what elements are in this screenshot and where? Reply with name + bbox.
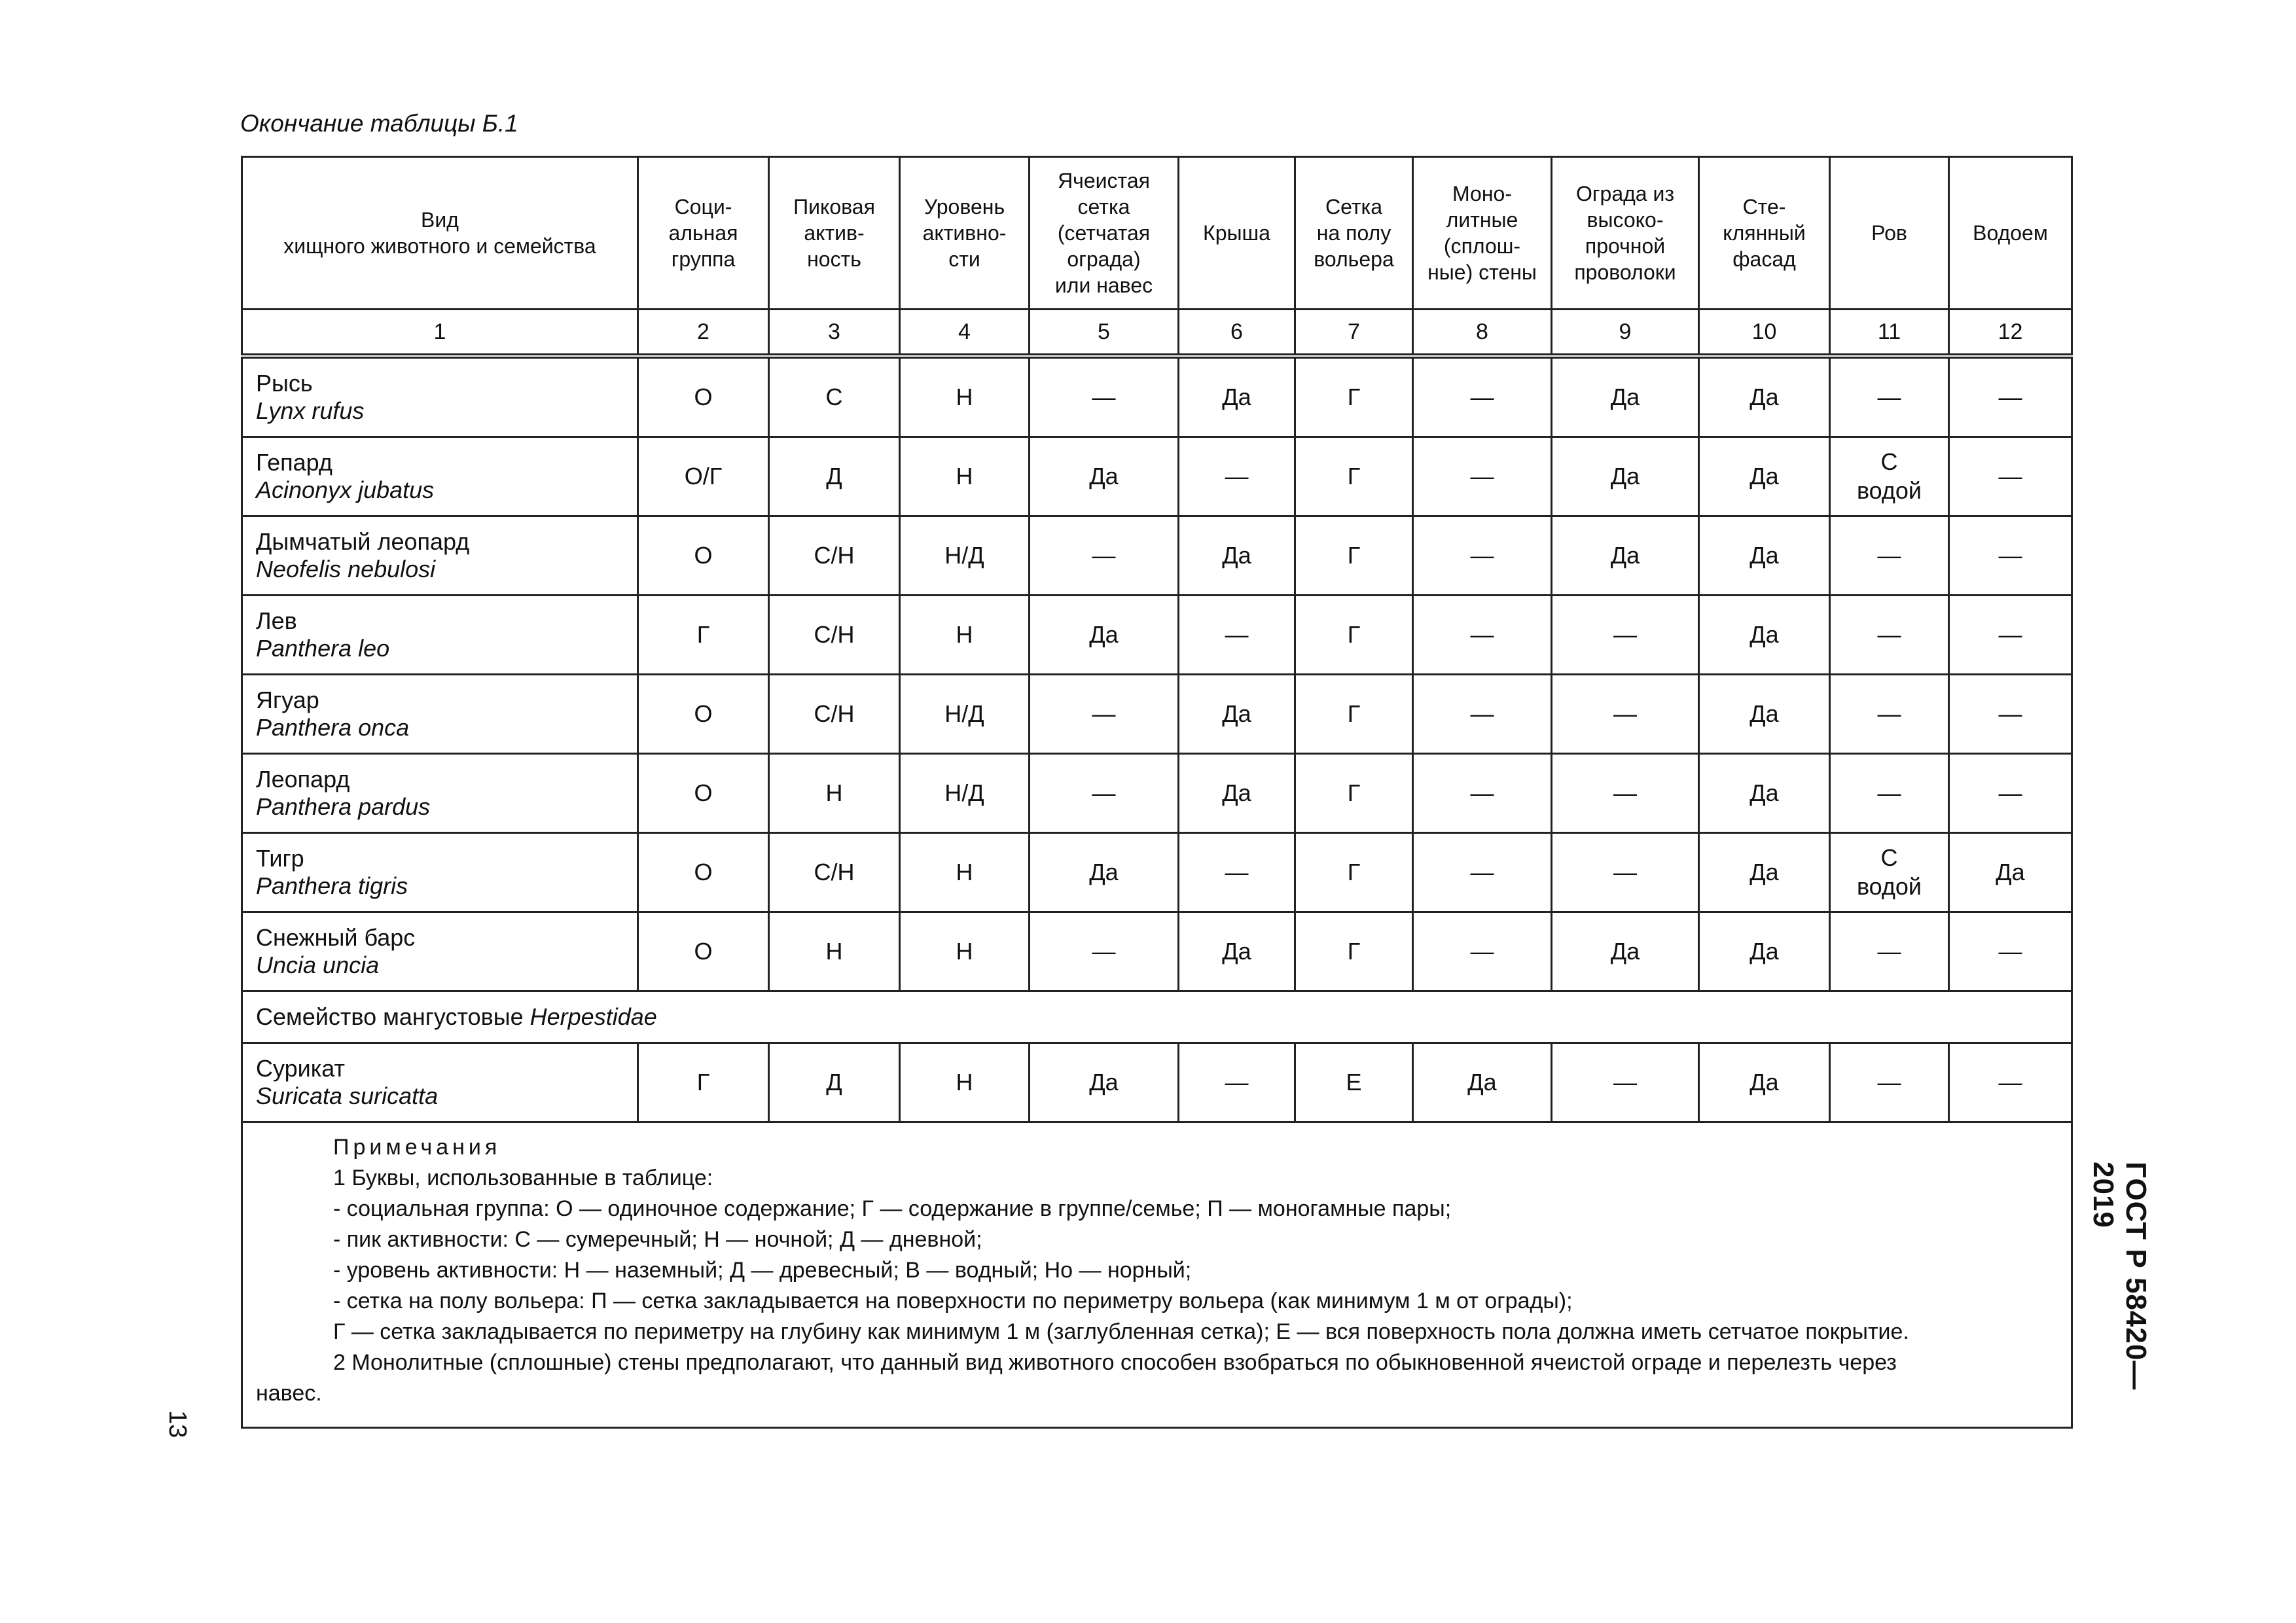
table-cell: Да — [1179, 356, 1295, 437]
column-header — [769, 157, 900, 310]
table-cell: Да — [1552, 912, 1699, 991]
header-line: ные) стены — [1427, 260, 1537, 284]
header-line: фасад — [1732, 247, 1796, 271]
table-cell: — — [1830, 675, 1949, 754]
species-name-cell — [242, 1043, 638, 1122]
table-cell: С/Н — [769, 833, 900, 912]
table-cell: Да — [1949, 833, 2072, 912]
table-cell: — — [1830, 356, 1949, 437]
column-header — [1552, 157, 1699, 310]
notes-row — [242, 1122, 2072, 1428]
table-cell: Да — [1699, 516, 1830, 596]
table-cell: Да — [1699, 912, 1830, 991]
table-cell: — — [1552, 596, 1699, 675]
table-cell: С/Н — [769, 516, 900, 596]
table-cell: — — [1413, 754, 1552, 833]
column-number: 11 — [1830, 310, 1949, 357]
table-cell: — — [1552, 675, 1699, 754]
header-line: Соци- — [674, 195, 732, 219]
table-cell: С/Н — [769, 596, 900, 675]
note-line: Г — сетка закладывается по периметру на глубину как минимум 1 м (заглубленная сетка); Е — вся поверхность пола должна иметь сетчатое покрытие. — [333, 1319, 1909, 1344]
column-number: 3 — [769, 310, 900, 357]
table-cell: Да — [1179, 754, 1295, 833]
table-cell: — — [1179, 437, 1295, 516]
column-number: 7 — [1295, 310, 1413, 357]
header-line: Уровень — [924, 195, 1005, 219]
table-row — [242, 437, 2072, 516]
note-line: - сетка на полу вольера: П — сетка закладывается на поверхности по периметру вольера (как минимум 1 м от ограды); — [333, 1289, 1573, 1313]
header-line: литные — [1446, 208, 1518, 232]
note-line: 1 Буквы, использованные в таблице: — [333, 1166, 713, 1190]
note-line: 2 Монолитные (сплошные) стены предполагают, что данный вид животного способен взобраться по обыкновенной ячеистой ограде и перелезть через — [333, 1350, 1897, 1375]
species-name-cell — [242, 516, 638, 596]
column-number: 2 — [638, 310, 769, 357]
note-line: - социальная группа: О — одиночное содержание; Г — содержание в группе/семье; П — моногамные пары; — [333, 1196, 1452, 1221]
table-cell: — — [1949, 516, 2072, 596]
column-header — [1295, 157, 1413, 310]
species-common-name: Снежный барс — [256, 924, 416, 951]
notes-cell — [242, 1122, 2072, 1428]
header-line: прочной — [1585, 234, 1666, 258]
table-cell: Да — [1552, 356, 1699, 437]
table-cell: — — [1413, 437, 1552, 516]
column-number: 9 — [1552, 310, 1699, 357]
table-cell: Г — [1295, 356, 1413, 437]
species-latin-name: Panthera leo — [256, 635, 390, 662]
table-cell: Г — [638, 1043, 769, 1122]
species-latin-name: Neofelis nebulosi — [256, 556, 436, 582]
note-line-continuation: навес. — [256, 1381, 322, 1406]
table-cell: Да — [1552, 437, 1699, 516]
table-cell: — — [1030, 675, 1179, 754]
table-cell: Г — [638, 596, 769, 675]
table-cell: Н — [769, 912, 900, 991]
species-common-name: Рысь — [256, 370, 313, 397]
table-cell: — — [1552, 833, 1699, 912]
species-latin-name: Lynx rufus — [256, 397, 365, 424]
table-cell: Г — [1295, 596, 1413, 675]
table-cell: — — [1830, 596, 1949, 675]
header-line: (сетчатая — [1057, 221, 1151, 245]
document-designation: ГОСТ Р 58420—2019 — [2087, 1162, 2152, 1391]
column-header — [1949, 157, 2072, 310]
table-cell: — — [1830, 912, 1949, 991]
table-row — [242, 516, 2072, 596]
header-line: Ров — [1871, 221, 1907, 245]
table-cell: Н — [900, 356, 1030, 437]
header-line: Ячеистая — [1058, 169, 1150, 192]
table-cell: — — [1949, 437, 2072, 516]
table-row — [242, 912, 2072, 991]
column-header — [638, 157, 769, 310]
table-cell: — — [1830, 754, 1949, 833]
table-cell: — — [1413, 516, 1552, 596]
header-line: Моно- — [1452, 182, 1512, 205]
table-cell: О — [638, 912, 769, 991]
column-number: 6 — [1179, 310, 1295, 357]
header-line: альная — [668, 221, 738, 245]
column-number: 5 — [1030, 310, 1179, 357]
table-cell: Да — [1699, 833, 1830, 912]
table-cell: Н — [900, 833, 1030, 912]
table-cell: Е — [1295, 1043, 1413, 1122]
table-cell: О — [638, 833, 769, 912]
header-line: или навес — [1054, 274, 1153, 297]
species-common-name: Гепард — [256, 449, 332, 476]
column-number: 10 — [1699, 310, 1830, 357]
header-line: ограда) — [1067, 247, 1141, 271]
species-latin-name: Suricata suricatta — [256, 1082, 439, 1109]
table-cell: Н — [900, 596, 1030, 675]
header-line: Пиковая — [793, 195, 875, 219]
table-cell: — — [1949, 675, 2072, 754]
table-cell: Г — [1295, 754, 1413, 833]
table-cell: Н — [900, 912, 1030, 991]
table-cell: О — [638, 754, 769, 833]
species-latin-name: Panthera onca — [256, 714, 410, 741]
header-line: ность — [807, 247, 861, 271]
header-line: Сетка — [1325, 195, 1382, 219]
table-cell: Да — [1179, 675, 1295, 754]
header-line: Водоем — [1973, 221, 2048, 245]
column-number: 1 — [242, 310, 638, 357]
column-number-row — [242, 310, 2072, 357]
column-header — [1030, 157, 1179, 310]
table-cell: Г — [1295, 516, 1413, 596]
table-cell: Н — [900, 437, 1030, 516]
header-line: актив- — [804, 221, 865, 245]
page-number: 13 — [164, 1410, 191, 1438]
table-cell: Н/Д — [900, 516, 1030, 596]
table-cell: Д — [769, 437, 900, 516]
table-caption: Окончание таблицы Б.1 — [240, 110, 518, 137]
table-cell: С — [769, 356, 900, 437]
header-line: сетка — [1077, 195, 1130, 219]
header-line: Вид — [421, 208, 459, 232]
table-cell: — — [1413, 833, 1552, 912]
table-cell: Да — [1179, 912, 1295, 991]
table-cell: Да — [1030, 596, 1179, 675]
table-cell: О/Г — [638, 437, 769, 516]
table-cell: Г — [1295, 675, 1413, 754]
table-cell: — — [1413, 596, 1552, 675]
header-line: Ограда из — [1575, 182, 1675, 205]
family-label: Семейство мангустовые — [256, 1003, 530, 1030]
table-cell: Н — [769, 754, 900, 833]
table-cell: — — [1552, 1043, 1699, 1122]
table-cell: Да — [1699, 437, 1830, 516]
header-line: сти — [948, 247, 980, 271]
species-name-cell — [242, 912, 638, 991]
header-line: Крыша — [1203, 221, 1270, 245]
species-common-name: Сурикат — [256, 1055, 345, 1082]
table-cell: — — [1830, 516, 1949, 596]
species-name-cell — [242, 596, 638, 675]
column-header — [1179, 157, 1295, 310]
column-header — [900, 157, 1030, 310]
family-cell — [242, 991, 2072, 1043]
column-number: 12 — [1949, 310, 2072, 357]
header-line: клянный — [1723, 221, 1806, 245]
table-cell: Да — [1179, 516, 1295, 596]
table-cell: — — [1179, 596, 1295, 675]
table-cell: О — [638, 675, 769, 754]
table-cell: С водой — [1830, 437, 1949, 516]
table-cell: — — [1413, 356, 1552, 437]
table-cell: Г — [1295, 437, 1413, 516]
note-line: - уровень активности: Н — наземный; Д — древесный; В — водный; Но — норный; — [333, 1258, 1192, 1283]
table-cell: Да — [1699, 675, 1830, 754]
table-cell: — — [1949, 596, 2072, 675]
table-cell: Г — [1295, 912, 1413, 991]
table-row — [242, 833, 2072, 912]
table-cell: — — [1030, 516, 1179, 596]
table-cell: О — [638, 516, 769, 596]
column-header — [242, 157, 638, 310]
table-cell: О — [638, 356, 769, 437]
table-row — [242, 356, 2072, 437]
species-common-name: Лев — [256, 607, 297, 634]
header-line: на полу — [1316, 221, 1391, 245]
species-common-name: Ягуар — [256, 687, 319, 713]
column-number: 4 — [900, 310, 1030, 357]
table-cell: Да — [1030, 833, 1179, 912]
table-cell: Да — [1699, 754, 1830, 833]
species-latin-name: Panthera pardus — [256, 793, 431, 820]
column-number: 8 — [1413, 310, 1552, 357]
note-line: - пик активности: С — сумеречный; Н — ночной; Д — дневной; — [333, 1227, 982, 1252]
species-name-cell — [242, 437, 638, 516]
table-cell: — — [1949, 356, 2072, 437]
table-cell: — — [1179, 1043, 1295, 1122]
species-name-cell — [242, 833, 638, 912]
table-cell: Да — [1552, 516, 1699, 596]
species-name-cell — [242, 754, 638, 833]
table-cell: — — [1030, 912, 1179, 991]
column-header — [1413, 157, 1552, 310]
species-common-name: Леопард — [256, 766, 350, 793]
table-row — [242, 754, 2072, 833]
table-cell: Н/Д — [900, 754, 1030, 833]
table-cell: — — [1949, 1043, 2072, 1122]
header-line: проволоки — [1574, 260, 1676, 284]
notes-title: Примечания — [333, 1135, 501, 1160]
table-cell: Да — [1030, 437, 1179, 516]
species-common-name: Тигр — [256, 845, 304, 872]
table-cell: С водой — [1830, 833, 1949, 912]
species-name-cell — [242, 356, 638, 437]
table-cell: Да — [1699, 356, 1830, 437]
family-row — [242, 991, 2072, 1043]
species-common-name: Дымчатый леопард — [256, 528, 470, 555]
table-cell: Да — [1413, 1043, 1552, 1122]
table-cell: — — [1413, 675, 1552, 754]
header-line: хищного животного и семейства — [283, 234, 596, 258]
table-cell: — — [1030, 754, 1179, 833]
species-latin-name: Uncia uncia — [256, 952, 380, 978]
table-cell: — — [1949, 754, 2072, 833]
table-body — [242, 356, 2072, 1428]
table-cell: С/Н — [769, 675, 900, 754]
header-line: активно- — [922, 221, 1007, 245]
family-latin-name: Herpestidae — [529, 1003, 657, 1030]
header-line: вольера — [1314, 247, 1394, 271]
column-header — [1830, 157, 1949, 310]
predator-enclosure-table — [241, 156, 2073, 1429]
table-cell: Н — [900, 1043, 1030, 1122]
table-cell: Д — [769, 1043, 900, 1122]
table-cell: — — [1830, 1043, 1949, 1122]
header-line: Сте- — [1742, 195, 1786, 219]
species-latin-name: Acinonyx jubatus — [256, 476, 435, 503]
table-cell: Да — [1699, 1043, 1830, 1122]
table-row — [242, 675, 2072, 754]
table-cell: — — [1179, 833, 1295, 912]
table-row — [242, 1043, 2072, 1122]
table-cell: Да — [1699, 596, 1830, 675]
header-row — [242, 157, 2072, 310]
species-latin-name: Panthera tigris — [256, 872, 408, 899]
table-cell: Да — [1030, 1043, 1179, 1122]
table-cell: — — [1552, 754, 1699, 833]
table-cell: — — [1949, 912, 2072, 991]
header-line: (сплош- — [1443, 234, 1521, 258]
table-cell: — — [1030, 356, 1179, 437]
table-cell: Н/Д — [900, 675, 1030, 754]
header-line: высоко- — [1587, 208, 1664, 232]
header-line: группа — [671, 247, 736, 271]
table-cell: Г — [1295, 833, 1413, 912]
table-row — [242, 596, 2072, 675]
table-cell: — — [1413, 912, 1552, 991]
species-name-cell — [242, 675, 638, 754]
column-header — [1699, 157, 1830, 310]
